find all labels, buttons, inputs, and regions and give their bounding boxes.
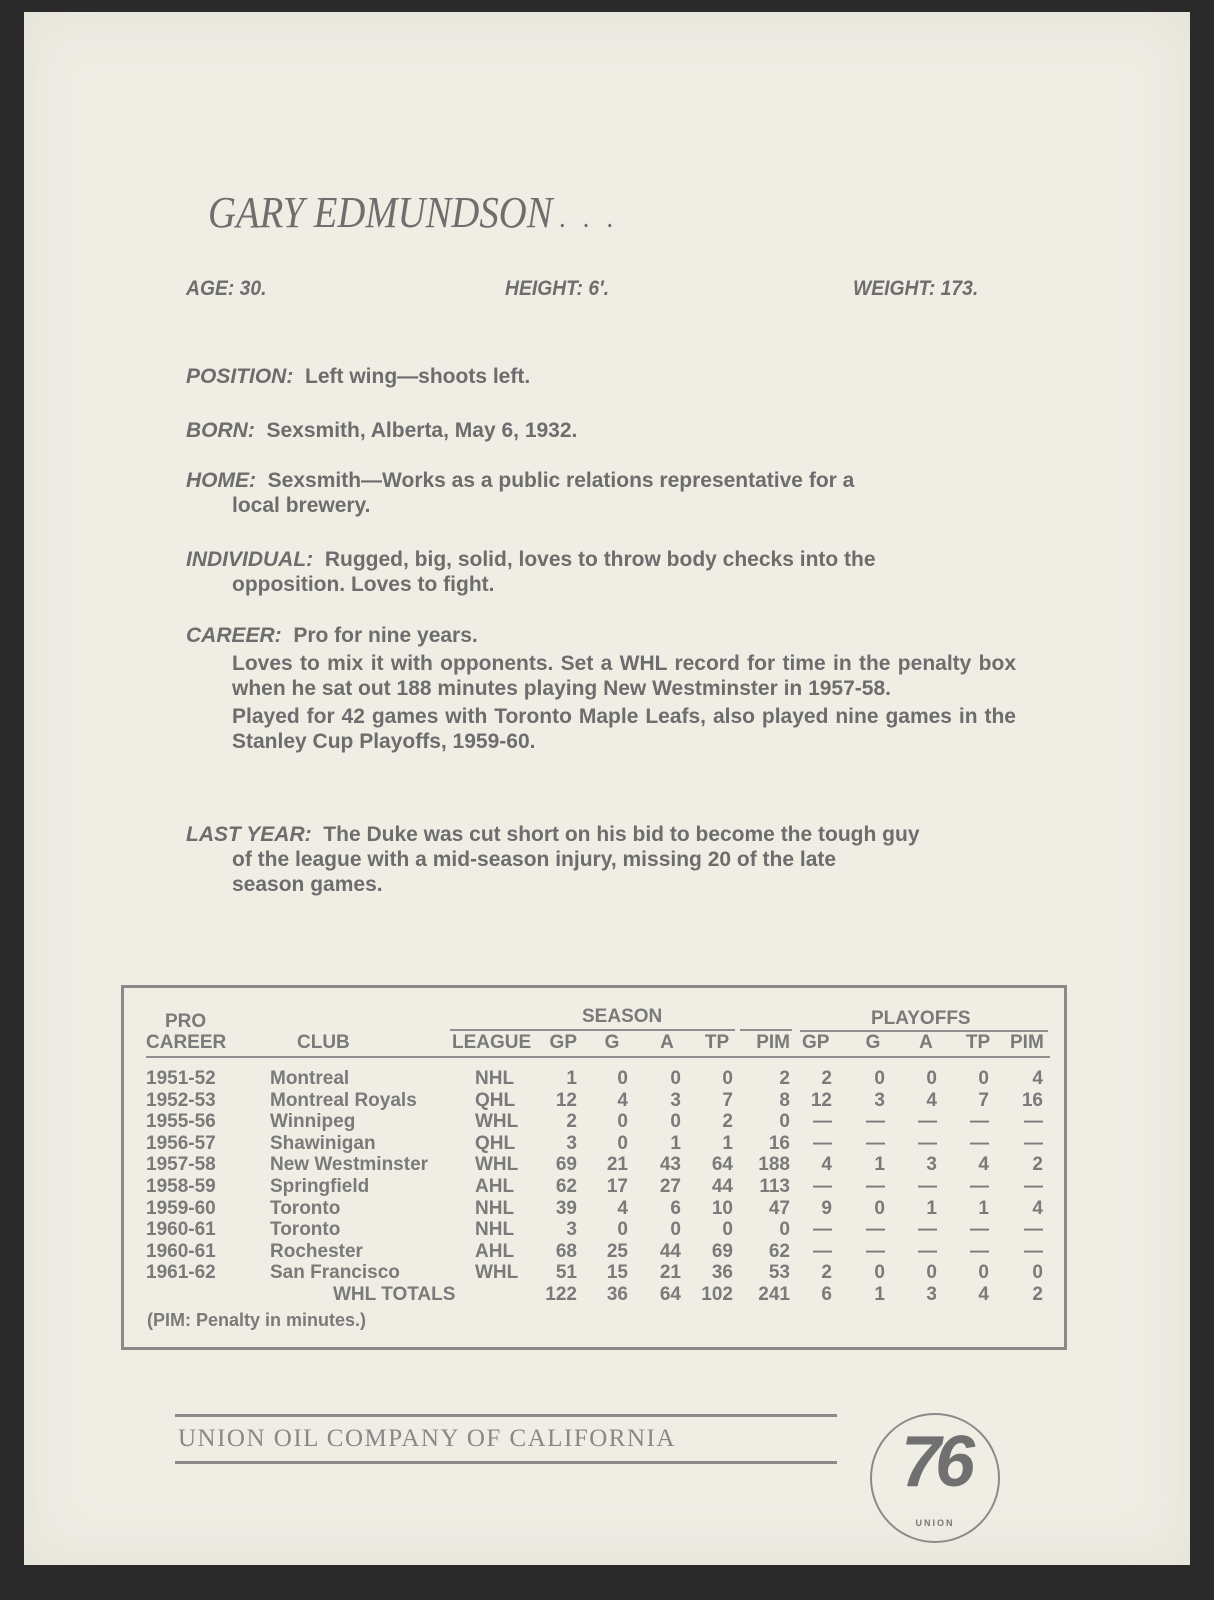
age-label: AGE: xyxy=(186,277,235,300)
playoffs-g-cell: 1 xyxy=(874,1154,885,1175)
weight-label: WEIGHT: xyxy=(853,277,936,300)
season-tp-cell: 36 xyxy=(711,1262,733,1283)
playoffs-tp-cell: — xyxy=(970,1133,989,1154)
season-a-cell: 6 xyxy=(670,1198,681,1219)
header-playoffs-a: A xyxy=(919,1032,933,1053)
season-pim-cell: 113 xyxy=(759,1176,790,1197)
header-season-tp: TP xyxy=(704,1032,730,1053)
position-paragraph xyxy=(186,364,1016,389)
season-pim-cell: 16 xyxy=(768,1133,790,1154)
home-label: HOME: xyxy=(186,469,256,492)
playoffs-g-cell: — xyxy=(866,1241,885,1262)
playoffs-gp-cell: 12 xyxy=(810,1090,832,1111)
totals-playoffs-tp: 4 xyxy=(978,1284,989,1305)
season-pim-cell: 0 xyxy=(779,1111,790,1132)
season-g-cell: 0 xyxy=(617,1068,628,1089)
row-league: NHL xyxy=(475,1068,515,1089)
playoffs-g-cell: 0 xyxy=(874,1262,885,1283)
playoffs-a-cell: 0 xyxy=(926,1068,937,1089)
logo-brand-text: UNION xyxy=(915,1518,955,1528)
last-year-text-2: of the league with a mid-season injury, missing 20 of the late xyxy=(232,848,837,871)
playoffs-pim-cell: 0 xyxy=(1032,1262,1043,1283)
season-g-cell: 4 xyxy=(617,1198,628,1219)
season-pim-cell: 47 xyxy=(768,1198,790,1219)
playoffs-tp-cell: 4 xyxy=(978,1154,989,1175)
row-league: NHL xyxy=(475,1198,515,1219)
totals-playoffs-gp: 6 xyxy=(821,1284,832,1305)
season-tp-cell: 1 xyxy=(722,1133,733,1154)
born-paragraph xyxy=(186,418,1016,443)
season-tp-cell: 69 xyxy=(711,1241,733,1262)
row-league: WHL xyxy=(475,1262,519,1283)
season-tp-cell: 10 xyxy=(711,1198,733,1219)
last-year-label: LAST YEAR: xyxy=(186,823,312,846)
playoffs-pim-cell: 16 xyxy=(1021,1090,1043,1111)
header-season-g: G xyxy=(604,1032,620,1053)
totals-label: WHL TOTALS xyxy=(333,1284,456,1305)
season-a-cell: 27 xyxy=(659,1176,681,1197)
header-rule xyxy=(146,1056,1050,1058)
season-gp-cell: 12 xyxy=(555,1090,577,1111)
playoffs-gp-cell: 9 xyxy=(821,1198,832,1219)
playoffs-gp-cell: 4 xyxy=(821,1154,832,1175)
playoffs-pim-cell: 4 xyxy=(1032,1068,1043,1089)
row-club: Springfield xyxy=(270,1176,370,1197)
career-label: CAREER: xyxy=(186,624,282,647)
player-name xyxy=(208,187,619,238)
season-gp-cell: 51 xyxy=(555,1262,577,1283)
pim-footnote: (PIM: Penalty in minutes.) xyxy=(147,1310,367,1330)
season-g-cell: 0 xyxy=(617,1111,628,1132)
season-a-cell: 0 xyxy=(670,1068,681,1089)
header-season: SEASON xyxy=(582,1006,663,1027)
row-league: NHL xyxy=(475,1219,515,1240)
season-g-cell: 0 xyxy=(617,1133,628,1154)
born-label: BORN: xyxy=(186,419,255,442)
playoffs-pim-cell: — xyxy=(1024,1241,1043,1262)
position-label: POSITION: xyxy=(186,365,294,388)
season-tp-cell: 2 xyxy=(722,1111,733,1132)
home-paragraph xyxy=(186,468,1016,518)
playoffs-a-cell: — xyxy=(918,1133,937,1154)
season-gp-cell: 69 xyxy=(555,1154,577,1175)
playoffs-g-cell: — xyxy=(866,1219,885,1240)
row-year: 1961-62 xyxy=(146,1262,216,1283)
season-gp-cell: 2 xyxy=(566,1111,577,1132)
row-club: Montreal Royals xyxy=(270,1090,417,1111)
playoffs-gp-cell: — xyxy=(813,1241,832,1262)
header-season-gp: GP xyxy=(549,1032,577,1053)
playoffs-tp-cell: — xyxy=(970,1241,989,1262)
row-league: WHL xyxy=(475,1111,519,1132)
season-pim-cell: 0 xyxy=(779,1219,790,1240)
height-value: 6′. xyxy=(588,277,610,300)
last-year-paragraph xyxy=(186,822,1016,897)
playoffs-tp-cell: 7 xyxy=(978,1090,989,1111)
row-year: 1959-60 xyxy=(146,1198,216,1219)
season-pim-cell: 62 xyxy=(768,1241,790,1262)
playoffs-gp-cell: 2 xyxy=(821,1262,832,1283)
age-value: 30. xyxy=(239,277,267,300)
row-league: AHL xyxy=(475,1241,515,1262)
footer-bottom-rule xyxy=(175,1461,837,1464)
season-g-cell: 4 xyxy=(617,1090,628,1111)
row-league: AHL xyxy=(475,1176,515,1197)
totals-season-pim: 241 xyxy=(758,1284,790,1305)
row-club: San Francisco xyxy=(270,1262,400,1283)
last-year-text-3: season games. xyxy=(232,873,383,896)
individual-paragraph xyxy=(186,547,1016,597)
header-playoffs: PLAYOFFS xyxy=(871,1008,971,1029)
footer-top-rule xyxy=(175,1414,837,1417)
season-pim-cell: 53 xyxy=(768,1262,790,1283)
playoffs-g-cell: — xyxy=(866,1176,885,1197)
header-season-a: A xyxy=(660,1032,674,1053)
playoffs-g-cell: 3 xyxy=(874,1090,885,1111)
individual-text: Rugged, big, solid, loves to throw body checks into the xyxy=(324,548,876,571)
row-league: QHL xyxy=(475,1090,516,1111)
season-gp-cell: 62 xyxy=(555,1176,577,1197)
playoffs-pim-cell: — xyxy=(1024,1111,1043,1132)
totals-playoffs-g: 1 xyxy=(874,1284,885,1305)
season-a-cell: 43 xyxy=(659,1154,681,1175)
row-club: Montreal xyxy=(270,1068,350,1089)
totals-season-a: 64 xyxy=(659,1284,681,1305)
row-year: 1958-59 xyxy=(146,1176,216,1197)
season-pim-cell: 188 xyxy=(758,1154,790,1175)
row-club: Winnipeg xyxy=(270,1111,356,1132)
totals-season-tp: 102 xyxy=(701,1284,733,1305)
header-season-pim: PIM xyxy=(756,1032,790,1053)
season-a-cell: 1 xyxy=(670,1133,681,1154)
season-g-cell: 21 xyxy=(606,1154,628,1175)
born-text: Sexsmith, Alberta, May 6, 1932. xyxy=(266,419,578,442)
season-g-cell: 15 xyxy=(606,1262,628,1283)
individual-label: INDIVIDUAL: xyxy=(186,548,314,571)
header-playoffs-tp: TP xyxy=(965,1032,991,1053)
playoffs-gp-cell: — xyxy=(813,1133,832,1154)
logo-number: 76 xyxy=(900,1422,970,1502)
season-a-cell: 3 xyxy=(670,1090,681,1111)
season-gp-cell: 1 xyxy=(566,1068,577,1089)
playoffs-a-cell: — xyxy=(918,1176,937,1197)
career-paragraph xyxy=(186,623,1016,754)
row-club: Rochester xyxy=(270,1241,363,1262)
season-gp-cell: 39 xyxy=(555,1198,577,1219)
row-club: Shawinigan xyxy=(270,1133,376,1154)
playoffs-a-cell: 0 xyxy=(926,1262,937,1283)
season-gp-cell: 68 xyxy=(555,1241,577,1262)
header-playoffs-pim: PIM xyxy=(1010,1032,1044,1053)
season-a-cell: 44 xyxy=(659,1241,681,1262)
playoffs-a-cell: — xyxy=(918,1241,937,1262)
playoffs-tp-cell: — xyxy=(970,1111,989,1132)
header-pro: PRO xyxy=(165,1011,207,1032)
playoffs-pim-cell: — xyxy=(1024,1219,1043,1240)
row-year: 1957-58 xyxy=(146,1154,216,1175)
weight-value: 173. xyxy=(940,277,979,300)
season-tp-cell: 7 xyxy=(722,1090,733,1111)
row-year: 1956-57 xyxy=(146,1133,216,1154)
position-text: Left wing—shoots left. xyxy=(305,365,531,388)
header-club: CLUB xyxy=(297,1032,350,1053)
age-stat xyxy=(186,277,267,301)
season-g-cell: 25 xyxy=(606,1241,628,1262)
playoffs-gp-cell: — xyxy=(813,1111,832,1132)
row-year: 1960-61 xyxy=(146,1241,216,1262)
career-detail-1: Loves to mix it with opponents. Set a WHL record for time in the penalty box when he sat out 188 minutes playing New Westminster in 1957-58. xyxy=(232,652,1016,700)
season-pim-cell: 2 xyxy=(779,1068,790,1089)
home-text-continued: local brewery. xyxy=(232,494,371,517)
row-year: 1952-53 xyxy=(146,1090,216,1111)
season-a-cell: 0 xyxy=(670,1111,681,1132)
season-rule-pim xyxy=(740,1029,792,1031)
row-year: 1951-52 xyxy=(146,1068,216,1089)
season-tp-cell: 0 xyxy=(722,1068,733,1089)
playoffs-a-cell: 1 xyxy=(926,1198,937,1219)
union-76-logo xyxy=(870,1413,1000,1543)
season-pim-cell: 8 xyxy=(779,1090,790,1111)
season-gp-cell: 3 xyxy=(566,1133,577,1154)
header-playoffs-g: G xyxy=(865,1032,881,1053)
individual-text-continued: opposition. Loves to fight. xyxy=(232,573,495,596)
header-playoffs-gp: GP xyxy=(802,1032,830,1053)
header-career: CAREER xyxy=(146,1032,227,1053)
player-name-ellipsis: . . . xyxy=(559,201,619,234)
weight-stat xyxy=(853,277,978,301)
totals-playoffs-pim: 2 xyxy=(1032,1284,1043,1305)
playoffs-a-cell: — xyxy=(918,1219,937,1240)
season-a-cell: 0 xyxy=(670,1219,681,1240)
playoffs-tp-cell: — xyxy=(970,1176,989,1197)
row-year: 1955-56 xyxy=(146,1111,216,1132)
playoffs-pim-cell: — xyxy=(1024,1176,1043,1197)
playoffs-g-cell: — xyxy=(866,1111,885,1132)
playoffs-pim-cell: 4 xyxy=(1032,1198,1043,1219)
career-detail-2: Played for 42 games with Toronto Maple Leafs, also played nine games in the Stanley Cup Playoffs, 1959-60. xyxy=(232,705,1016,753)
playoffs-tp-cell: 0 xyxy=(978,1262,989,1283)
playoffs-gp-cell: 2 xyxy=(821,1068,832,1089)
last-year-text: The Duke was cut short on his bid to become the tough guy xyxy=(323,823,920,846)
playoffs-tp-cell: 0 xyxy=(978,1068,989,1089)
season-g-cell: 0 xyxy=(617,1219,628,1240)
season-a-cell: 21 xyxy=(659,1262,681,1283)
playoffs-tp-cell: — xyxy=(970,1219,989,1240)
playoffs-pim-cell: 2 xyxy=(1032,1154,1043,1175)
season-rule xyxy=(450,1029,735,1031)
season-tp-cell: 44 xyxy=(711,1176,733,1197)
totals-playoffs-a: 3 xyxy=(926,1284,937,1305)
row-league: WHL xyxy=(475,1154,519,1175)
season-g-cell: 17 xyxy=(606,1176,628,1197)
playoffs-a-cell: 4 xyxy=(926,1090,937,1111)
playoffs-tp-cell: 1 xyxy=(978,1198,989,1219)
row-club: Toronto xyxy=(270,1219,341,1240)
playoffs-g-cell: — xyxy=(866,1133,885,1154)
season-tp-cell: 64 xyxy=(711,1154,733,1175)
header-league: LEAGUE xyxy=(452,1032,532,1053)
row-club: Toronto xyxy=(270,1198,341,1219)
playoffs-a-cell: — xyxy=(918,1111,937,1132)
home-text: Sexsmith—Works as a public relations representative for a xyxy=(267,469,855,492)
row-year: 1960-61 xyxy=(146,1219,216,1240)
season-gp-cell: 3 xyxy=(566,1219,577,1240)
playoffs-a-cell: 3 xyxy=(926,1154,937,1175)
row-league: QHL xyxy=(475,1133,516,1154)
playoffs-gp-cell: — xyxy=(813,1219,832,1240)
totals-season-g: 36 xyxy=(606,1284,628,1305)
row-club: New Westminster xyxy=(270,1154,429,1175)
totals-season-gp: 122 xyxy=(545,1284,577,1305)
playoffs-g-cell: 0 xyxy=(874,1198,885,1219)
playoffs-gp-cell: — xyxy=(813,1176,832,1197)
playoffs-g-cell: 0 xyxy=(874,1068,885,1089)
playoffs-pim-cell: — xyxy=(1024,1133,1043,1154)
season-tp-cell: 0 xyxy=(722,1219,733,1240)
height-label: HEIGHT: xyxy=(505,277,583,300)
player-name-text: GARY EDMUNDSON xyxy=(208,188,553,237)
career-text: Pro for nine years. xyxy=(293,624,478,647)
company-name: UNION OIL COMPANY OF CALIFORNIA xyxy=(178,1425,676,1452)
height-stat xyxy=(505,277,609,301)
